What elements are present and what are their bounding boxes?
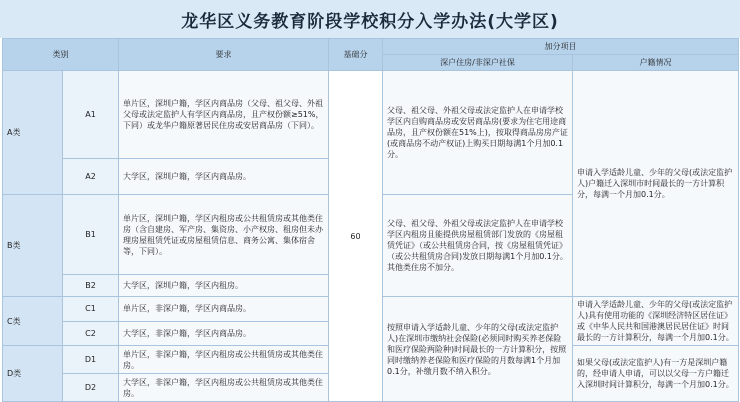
row-a2-requirement: 大学区，深圳户籍，学区内商品房。 [119,159,329,195]
title-bar [0,0,740,38]
residence-rent-rule: 父母、祖父母、外祖父母或法定监护人在申请学校学区内租房且能提供房屋租赁部门发放的《房屋租赁凭证》（或公共租赁房合同，按《房屋租赁凭证》（或公共租赁房合同)发放日期每满1个月加0.1分。其他类住房不加分。 [383,195,573,297]
row-d2-requirement: 大学区，非深户籍，学区内租房或公共租赁房或其他类住房。 [119,374,329,402]
hukou-shenzhen-parent-rule: 如果父母(或法定监护人)有一方是深圳户籍的，经申请人申请，可以以父母一方户籍迁入深圳时间计算积分，每满一个月加0.1分。 [573,346,739,402]
row-c1-requirement: 单片区，非深户籍，学区内商品房。 [119,297,329,322]
row-b1-requirement: 单片区，深圳户籍，学区内租房或公共租赁房或其他类住房（含自建房、军产房、集资房、小产权房、租房但未办理房屋租赁凭证或房屋租赁信息、商务公寓、集体宿舍等，下同）。 [119,195,329,275]
hukou-residence-permit-rule: 申请入学适龄儿童、少年的父母(或法定监护人)具有使用功能的《深圳经济特区居住证》或《中华人民共和国港澳居民居住证》时间最长的一方计算积分，每满一个月加0.1分。 [573,297,739,346]
class-d-label: D类 [3,346,63,402]
row-a1-code: A1 [63,71,119,159]
header-hukou: 户籍情况 [573,55,739,71]
admission-table [2,38,739,402]
row-a2-code: A2 [63,159,119,195]
residence-owned-rule: 父母、祖父母、外祖父母或法定监护人在申请学校学区内自购商品房或安居商品房(要求为住宅用途商品房，且产权份额在51%上)，按取得商品房房产证(或商品房不动产权证)上购买日期每满1个月加0.1分。 [383,71,573,195]
header-base-score: 基础分 [329,39,383,71]
header-requirement: 要求 [119,39,329,71]
class-a-label: A类 [3,71,63,195]
row-d1-code: D1 [63,346,119,374]
class-b-label: B类 [3,195,63,297]
header-category: 类别 [3,39,119,71]
row-c2-requirement: 大学区，非深户籍，学区内商品房。 [119,321,329,346]
row-c1-code: C1 [63,297,119,322]
header-bonus: 加分项目 [383,39,739,55]
row-b1-code: B1 [63,195,119,275]
row-d2-code: D2 [63,374,119,402]
header-residence: 深户住房/非深户社保 [383,55,573,71]
row-b2-code: B2 [63,275,119,297]
class-c-label: C类 [3,297,63,346]
base-score-value: 60 [329,71,383,402]
row-b2-requirement: 大学区，深圳户籍，学区内租房。 [119,275,329,297]
row-c2-code: C2 [63,321,119,346]
row-d1-requirement: 单片区，非深户籍，学区内租房或公共租赁房或其他类住房。 [119,346,329,374]
row-a1-requirement: 单片区，深圳户籍，学区内商品房（父母、祖父母、外祖父母或法定监护人有学区内商品房，且产权份额≥51%，下同）或龙华户籍原著居民住房或安居商品房（下同）。 [119,71,329,159]
page-title: 龙华区义务教育阶段学校积分入学办法(大学区) [181,11,559,32]
residence-social-insurance-rule: 按照申请入学适龄儿童、少年的父母(或法定监护人)在深圳市缴纳社会保险(必须同时购买养老保险和医疗保险两险种)时间最长的一方计算积分，按照同时缴纳养老保险和医疗保险的月数每满1个月加0.1分，补缴月数不纳入积分。 [383,297,573,402]
hukou-ab-rule: 申请入学适龄儿童、少年的父母(或法定监护人)户籍迁入深圳市时间最长的一方计算积分，每满一个月加0.1分。 [573,71,739,297]
